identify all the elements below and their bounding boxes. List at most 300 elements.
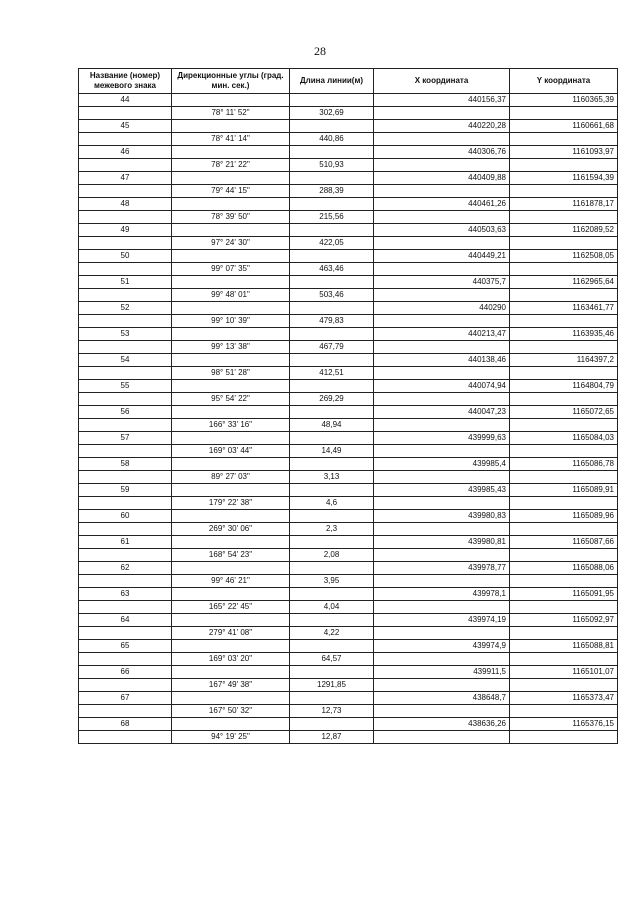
header-point-name: Название (номер) межевого знака bbox=[79, 69, 172, 94]
empty-cell bbox=[79, 107, 172, 120]
empty-cell bbox=[172, 198, 290, 211]
empty-cell bbox=[290, 536, 374, 549]
x-coordinate-cell: 440306,76 bbox=[374, 146, 510, 159]
empty-cell bbox=[290, 302, 374, 315]
y-coordinate-cell: 1160365,39 bbox=[510, 94, 618, 107]
empty-cell bbox=[374, 237, 510, 250]
line-length-cell: 3,95 bbox=[290, 575, 374, 588]
table-row-segment bbox=[79, 705, 618, 718]
x-coordinate-cell: 440503,63 bbox=[374, 224, 510, 237]
table-row-point bbox=[79, 224, 618, 237]
x-coordinate-cell: 438648,7 bbox=[374, 692, 510, 705]
line-length-cell: 14,49 bbox=[290, 445, 374, 458]
empty-cell bbox=[510, 419, 618, 432]
table-row-segment bbox=[79, 471, 618, 484]
table-row-point bbox=[79, 718, 618, 731]
y-coordinate-cell: 1161093,97 bbox=[510, 146, 618, 159]
empty-cell bbox=[290, 354, 374, 367]
point-name-cell: 57 bbox=[79, 432, 172, 445]
direction-angle-cell: 94° 19' 25" bbox=[172, 731, 290, 744]
line-length-cell: 4,04 bbox=[290, 601, 374, 614]
line-length-cell: 64,57 bbox=[290, 653, 374, 666]
empty-cell bbox=[510, 393, 618, 406]
y-coordinate-cell: 1165088,81 bbox=[510, 640, 618, 653]
x-coordinate-cell: 438636,26 bbox=[374, 718, 510, 731]
direction-angle-cell: 179° 22' 38" bbox=[172, 497, 290, 510]
x-coordinate-cell: 440047,23 bbox=[374, 406, 510, 419]
empty-cell bbox=[374, 185, 510, 198]
direction-angle-cell: 98° 51' 28" bbox=[172, 367, 290, 380]
x-coordinate-cell: 439985,4 bbox=[374, 458, 510, 471]
empty-cell bbox=[510, 705, 618, 718]
line-length-cell: 12,87 bbox=[290, 731, 374, 744]
table-row-segment bbox=[79, 185, 618, 198]
point-name-cell: 66 bbox=[79, 666, 172, 679]
direction-angle-cell: 89° 27' 03" bbox=[172, 471, 290, 484]
empty-cell bbox=[510, 653, 618, 666]
empty-cell bbox=[510, 731, 618, 744]
empty-cell bbox=[510, 445, 618, 458]
table-row-point bbox=[79, 302, 618, 315]
line-length-cell: 4,22 bbox=[290, 627, 374, 640]
table-row-segment bbox=[79, 133, 618, 146]
empty-cell bbox=[172, 458, 290, 471]
empty-cell bbox=[374, 445, 510, 458]
y-coordinate-cell: 1165088,06 bbox=[510, 562, 618, 575]
empty-cell bbox=[79, 705, 172, 718]
line-length-cell: 302,69 bbox=[290, 107, 374, 120]
line-length-cell: 510,93 bbox=[290, 159, 374, 172]
y-coordinate-cell: 1165092,97 bbox=[510, 614, 618, 627]
empty-cell bbox=[374, 471, 510, 484]
empty-cell bbox=[79, 419, 172, 432]
empty-cell bbox=[172, 484, 290, 497]
empty-cell bbox=[172, 328, 290, 341]
table-row-segment bbox=[79, 159, 618, 172]
table-row-segment bbox=[79, 393, 618, 406]
y-coordinate-cell: 1161878,17 bbox=[510, 198, 618, 211]
table-row-point bbox=[79, 484, 618, 497]
y-coordinate-cell: 1163935,46 bbox=[510, 328, 618, 341]
empty-cell bbox=[290, 432, 374, 445]
empty-cell bbox=[79, 575, 172, 588]
empty-cell bbox=[374, 159, 510, 172]
empty-cell bbox=[374, 211, 510, 224]
empty-cell bbox=[290, 484, 374, 497]
table-row-segment bbox=[79, 523, 618, 536]
empty-cell bbox=[79, 315, 172, 328]
empty-cell bbox=[79, 523, 172, 536]
line-length-cell: 2,3 bbox=[290, 523, 374, 536]
point-name-cell: 55 bbox=[79, 380, 172, 393]
table-row-segment bbox=[79, 289, 618, 302]
empty-cell bbox=[374, 133, 510, 146]
empty-cell bbox=[374, 523, 510, 536]
empty-cell bbox=[290, 380, 374, 393]
empty-cell bbox=[79, 653, 172, 666]
empty-cell bbox=[172, 666, 290, 679]
x-coordinate-cell: 439980,83 bbox=[374, 510, 510, 523]
x-coordinate-cell: 439978,77 bbox=[374, 562, 510, 575]
point-name-cell: 67 bbox=[79, 692, 172, 705]
empty-cell bbox=[79, 185, 172, 198]
empty-cell bbox=[290, 146, 374, 159]
table-row-point bbox=[79, 94, 618, 107]
empty-cell bbox=[290, 198, 374, 211]
table-row-point bbox=[79, 432, 618, 445]
header-y-coordinate: Y координата bbox=[510, 69, 618, 94]
point-name-cell: 45 bbox=[79, 120, 172, 133]
line-length-cell: 440,86 bbox=[290, 133, 374, 146]
empty-cell bbox=[79, 549, 172, 562]
empty-cell bbox=[172, 406, 290, 419]
point-name-cell: 48 bbox=[79, 198, 172, 211]
y-coordinate-cell: 1165072,65 bbox=[510, 406, 618, 419]
empty-cell bbox=[510, 549, 618, 562]
point-name-cell: 51 bbox=[79, 276, 172, 289]
empty-cell bbox=[290, 718, 374, 731]
empty-cell bbox=[290, 94, 374, 107]
empty-cell bbox=[172, 224, 290, 237]
empty-cell bbox=[79, 133, 172, 146]
empty-cell bbox=[172, 718, 290, 731]
x-coordinate-cell: 440375,7 bbox=[374, 276, 510, 289]
table-row-point bbox=[79, 536, 618, 549]
table-row-point bbox=[79, 250, 618, 263]
y-coordinate-cell: 1163461,77 bbox=[510, 302, 618, 315]
empty-cell bbox=[172, 380, 290, 393]
point-name-cell: 50 bbox=[79, 250, 172, 263]
table-row-point bbox=[79, 406, 618, 419]
empty-cell bbox=[510, 471, 618, 484]
empty-cell bbox=[172, 94, 290, 107]
y-coordinate-cell: 1165376,15 bbox=[510, 718, 618, 731]
table-row-point bbox=[79, 380, 618, 393]
y-coordinate-cell: 1160661,68 bbox=[510, 120, 618, 133]
empty-cell bbox=[172, 432, 290, 445]
empty-cell bbox=[374, 263, 510, 276]
table-row-segment bbox=[79, 237, 618, 250]
point-name-cell: 63 bbox=[79, 588, 172, 601]
table-row-segment bbox=[79, 627, 618, 640]
empty-cell bbox=[290, 640, 374, 653]
empty-cell bbox=[172, 302, 290, 315]
point-name-cell: 59 bbox=[79, 484, 172, 497]
line-length-cell: 3,13 bbox=[290, 471, 374, 484]
y-coordinate-cell: 1165091,95 bbox=[510, 588, 618, 601]
table-row-segment bbox=[79, 419, 618, 432]
line-length-cell: 422,05 bbox=[290, 237, 374, 250]
x-coordinate-cell: 440074,94 bbox=[374, 380, 510, 393]
y-coordinate-cell: 1165373,47 bbox=[510, 692, 618, 705]
table-row-point bbox=[79, 562, 618, 575]
table-row-point bbox=[79, 120, 618, 133]
empty-cell bbox=[290, 250, 374, 263]
direction-angle-cell: 165° 22' 45" bbox=[172, 601, 290, 614]
table-row-segment bbox=[79, 341, 618, 354]
empty-cell bbox=[172, 562, 290, 575]
x-coordinate-cell: 440449,21 bbox=[374, 250, 510, 263]
x-coordinate-cell: 440409,88 bbox=[374, 172, 510, 185]
empty-cell bbox=[290, 224, 374, 237]
point-name-cell: 49 bbox=[79, 224, 172, 237]
table-body bbox=[79, 94, 618, 744]
direction-angle-cell: 79° 44' 15" bbox=[172, 185, 290, 198]
empty-cell bbox=[510, 367, 618, 380]
direction-angle-cell: 99° 07' 35" bbox=[172, 263, 290, 276]
empty-cell bbox=[79, 497, 172, 510]
header-x-coordinate: X координата bbox=[374, 69, 510, 94]
empty-cell bbox=[290, 588, 374, 601]
empty-cell bbox=[79, 367, 172, 380]
page-number: 28 bbox=[314, 44, 326, 58]
direction-angle-cell: 166° 33' 16" bbox=[172, 419, 290, 432]
table-row-segment bbox=[79, 445, 618, 458]
y-coordinate-cell: 1165089,96 bbox=[510, 510, 618, 523]
point-name-cell: 54 bbox=[79, 354, 172, 367]
x-coordinate-cell: 439911,5 bbox=[374, 666, 510, 679]
point-name-cell: 53 bbox=[79, 328, 172, 341]
table-row-segment bbox=[79, 601, 618, 614]
line-length-cell: 215,56 bbox=[290, 211, 374, 224]
empty-cell bbox=[510, 315, 618, 328]
line-length-cell: 48,94 bbox=[290, 419, 374, 432]
direction-angle-cell: 168° 54' 23" bbox=[172, 549, 290, 562]
table-row-point bbox=[79, 692, 618, 705]
x-coordinate-cell: 439980,81 bbox=[374, 536, 510, 549]
empty-cell bbox=[79, 627, 172, 640]
table-row-segment bbox=[79, 211, 618, 224]
empty-cell bbox=[510, 497, 618, 510]
x-coordinate-cell: 439978,1 bbox=[374, 588, 510, 601]
empty-cell bbox=[510, 679, 618, 692]
empty-cell bbox=[510, 263, 618, 276]
empty-cell bbox=[172, 536, 290, 549]
y-coordinate-cell: 1164804,79 bbox=[510, 380, 618, 393]
point-name-cell: 47 bbox=[79, 172, 172, 185]
direction-angle-cell: 99° 13' 38" bbox=[172, 341, 290, 354]
empty-cell bbox=[79, 471, 172, 484]
header-line-length: Длина линии(м) bbox=[290, 69, 374, 94]
x-coordinate-cell: 439999,63 bbox=[374, 432, 510, 445]
x-coordinate-cell: 440156,37 bbox=[374, 94, 510, 107]
point-name-cell: 46 bbox=[79, 146, 172, 159]
point-name-cell: 65 bbox=[79, 640, 172, 653]
x-coordinate-cell: 440213,47 bbox=[374, 328, 510, 341]
empty-cell bbox=[510, 627, 618, 640]
point-name-cell: 58 bbox=[79, 458, 172, 471]
line-length-cell: 288,39 bbox=[290, 185, 374, 198]
empty-cell bbox=[510, 601, 618, 614]
line-length-cell: 467,79 bbox=[290, 341, 374, 354]
direction-angle-cell: 95° 54' 22" bbox=[172, 393, 290, 406]
empty-cell bbox=[290, 172, 374, 185]
direction-angle-cell: 78° 39' 50" bbox=[172, 211, 290, 224]
empty-cell bbox=[290, 458, 374, 471]
line-length-cell: 12,73 bbox=[290, 705, 374, 718]
table-row-segment bbox=[79, 367, 618, 380]
empty-cell bbox=[374, 289, 510, 302]
empty-cell bbox=[79, 679, 172, 692]
table-row-point bbox=[79, 276, 618, 289]
empty-cell bbox=[510, 237, 618, 250]
x-coordinate-cell: 440461,26 bbox=[374, 198, 510, 211]
point-name-cell: 64 bbox=[79, 614, 172, 627]
direction-angle-cell: 97° 24' 30" bbox=[172, 237, 290, 250]
empty-cell bbox=[374, 497, 510, 510]
empty-cell bbox=[510, 341, 618, 354]
y-coordinate-cell: 1165084,03 bbox=[510, 432, 618, 445]
table-row-point bbox=[79, 198, 618, 211]
point-name-cell: 62 bbox=[79, 562, 172, 575]
header-direction-angle: Дирекционные углы (град. мин. сек.) bbox=[172, 69, 290, 94]
x-coordinate-cell: 439974,9 bbox=[374, 640, 510, 653]
table-row-point bbox=[79, 354, 618, 367]
y-coordinate-cell: 1162508,05 bbox=[510, 250, 618, 263]
empty-cell bbox=[374, 107, 510, 120]
empty-cell bbox=[374, 653, 510, 666]
y-coordinate-cell: 1165089,91 bbox=[510, 484, 618, 497]
empty-cell bbox=[79, 263, 172, 276]
table-row-point bbox=[79, 510, 618, 523]
table-row-point bbox=[79, 640, 618, 653]
point-name-cell: 56 bbox=[79, 406, 172, 419]
empty-cell bbox=[172, 588, 290, 601]
table-row-segment bbox=[79, 107, 618, 120]
empty-cell bbox=[290, 666, 374, 679]
empty-cell bbox=[172, 692, 290, 705]
table-row-segment bbox=[79, 731, 618, 744]
empty-cell bbox=[374, 575, 510, 588]
line-length-cell: 463,46 bbox=[290, 263, 374, 276]
empty-cell bbox=[374, 705, 510, 718]
direction-angle-cell: 99° 10' 39" bbox=[172, 315, 290, 328]
direction-angle-cell: 78° 41' 14" bbox=[172, 133, 290, 146]
point-name-cell: 52 bbox=[79, 302, 172, 315]
empty-cell bbox=[172, 146, 290, 159]
y-coordinate-cell: 1161594,39 bbox=[510, 172, 618, 185]
table-row-point bbox=[79, 614, 618, 627]
empty-cell bbox=[79, 159, 172, 172]
empty-cell bbox=[290, 510, 374, 523]
empty-cell bbox=[172, 354, 290, 367]
empty-cell bbox=[374, 367, 510, 380]
table-row-point bbox=[79, 328, 618, 341]
empty-cell bbox=[290, 692, 374, 705]
point-name-cell: 68 bbox=[79, 718, 172, 731]
point-name-cell: 60 bbox=[79, 510, 172, 523]
x-coordinate-cell: 440138,46 bbox=[374, 354, 510, 367]
empty-cell bbox=[374, 419, 510, 432]
empty-cell bbox=[172, 250, 290, 263]
direction-angle-cell: 78° 21' 22" bbox=[172, 159, 290, 172]
line-length-cell: 503,46 bbox=[290, 289, 374, 302]
x-coordinate-cell: 440290 bbox=[374, 302, 510, 315]
empty-cell bbox=[79, 341, 172, 354]
empty-cell bbox=[290, 276, 374, 289]
x-coordinate-cell: 439974,19 bbox=[374, 614, 510, 627]
empty-cell bbox=[172, 276, 290, 289]
table-row-segment bbox=[79, 575, 618, 588]
table-header-row bbox=[79, 69, 618, 94]
direction-angle-cell: 167° 50' 32" bbox=[172, 705, 290, 718]
empty-cell bbox=[290, 120, 374, 133]
direction-angle-cell: 169° 03' 44" bbox=[172, 445, 290, 458]
empty-cell bbox=[79, 211, 172, 224]
x-coordinate-cell: 439985,43 bbox=[374, 484, 510, 497]
empty-cell bbox=[510, 289, 618, 302]
table-row-point bbox=[79, 458, 618, 471]
table-row-segment bbox=[79, 549, 618, 562]
point-name-cell: 44 bbox=[79, 94, 172, 107]
empty-cell bbox=[374, 679, 510, 692]
table-row-point bbox=[79, 588, 618, 601]
empty-cell bbox=[172, 120, 290, 133]
table-row-segment bbox=[79, 263, 618, 276]
empty-cell bbox=[79, 237, 172, 250]
line-length-cell: 479,83 bbox=[290, 315, 374, 328]
empty-cell bbox=[290, 328, 374, 341]
empty-cell bbox=[172, 614, 290, 627]
empty-cell bbox=[374, 315, 510, 328]
empty-cell bbox=[79, 289, 172, 302]
empty-cell bbox=[79, 393, 172, 406]
y-coordinate-cell: 1165101,07 bbox=[510, 666, 618, 679]
y-coordinate-cell: 1162089,52 bbox=[510, 224, 618, 237]
empty-cell bbox=[510, 107, 618, 120]
direction-angle-cell: 99° 48' 01" bbox=[172, 289, 290, 302]
empty-cell bbox=[510, 185, 618, 198]
empty-cell bbox=[374, 731, 510, 744]
table-row-segment bbox=[79, 653, 618, 666]
direction-angle-cell: 78° 11' 52" bbox=[172, 107, 290, 120]
direction-angle-cell: 279° 41' 08" bbox=[172, 627, 290, 640]
point-name-cell: 61 bbox=[79, 536, 172, 549]
table-row-point bbox=[79, 666, 618, 679]
empty-cell bbox=[374, 627, 510, 640]
y-coordinate-cell: 1165087,66 bbox=[510, 536, 618, 549]
y-coordinate-cell: 1164397,2 bbox=[510, 354, 618, 367]
empty-cell bbox=[374, 549, 510, 562]
table-row-point bbox=[79, 172, 618, 185]
table-row-segment bbox=[79, 679, 618, 692]
empty-cell bbox=[79, 445, 172, 458]
empty-cell bbox=[79, 601, 172, 614]
x-coordinate-cell: 440220,28 bbox=[374, 120, 510, 133]
line-length-cell: 1291,85 bbox=[290, 679, 374, 692]
empty-cell bbox=[79, 731, 172, 744]
boundary-coordinates-table bbox=[78, 68, 618, 744]
table-row-point bbox=[79, 146, 618, 159]
direction-angle-cell: 169° 03' 20" bbox=[172, 653, 290, 666]
y-coordinate-cell: 1162965,64 bbox=[510, 276, 618, 289]
empty-cell bbox=[172, 640, 290, 653]
table-row-segment bbox=[79, 315, 618, 328]
line-length-cell: 2,08 bbox=[290, 549, 374, 562]
line-length-cell: 412,51 bbox=[290, 367, 374, 380]
empty-cell bbox=[374, 393, 510, 406]
table-row-segment bbox=[79, 497, 618, 510]
direction-angle-cell: 99° 46' 21" bbox=[172, 575, 290, 588]
direction-angle-cell: 269° 30' 06" bbox=[172, 523, 290, 536]
y-coordinate-cell: 1165086,78 bbox=[510, 458, 618, 471]
empty-cell bbox=[510, 211, 618, 224]
empty-cell bbox=[172, 510, 290, 523]
empty-cell bbox=[510, 523, 618, 536]
empty-cell bbox=[290, 562, 374, 575]
empty-cell bbox=[290, 406, 374, 419]
line-length-cell: 4,6 bbox=[290, 497, 374, 510]
